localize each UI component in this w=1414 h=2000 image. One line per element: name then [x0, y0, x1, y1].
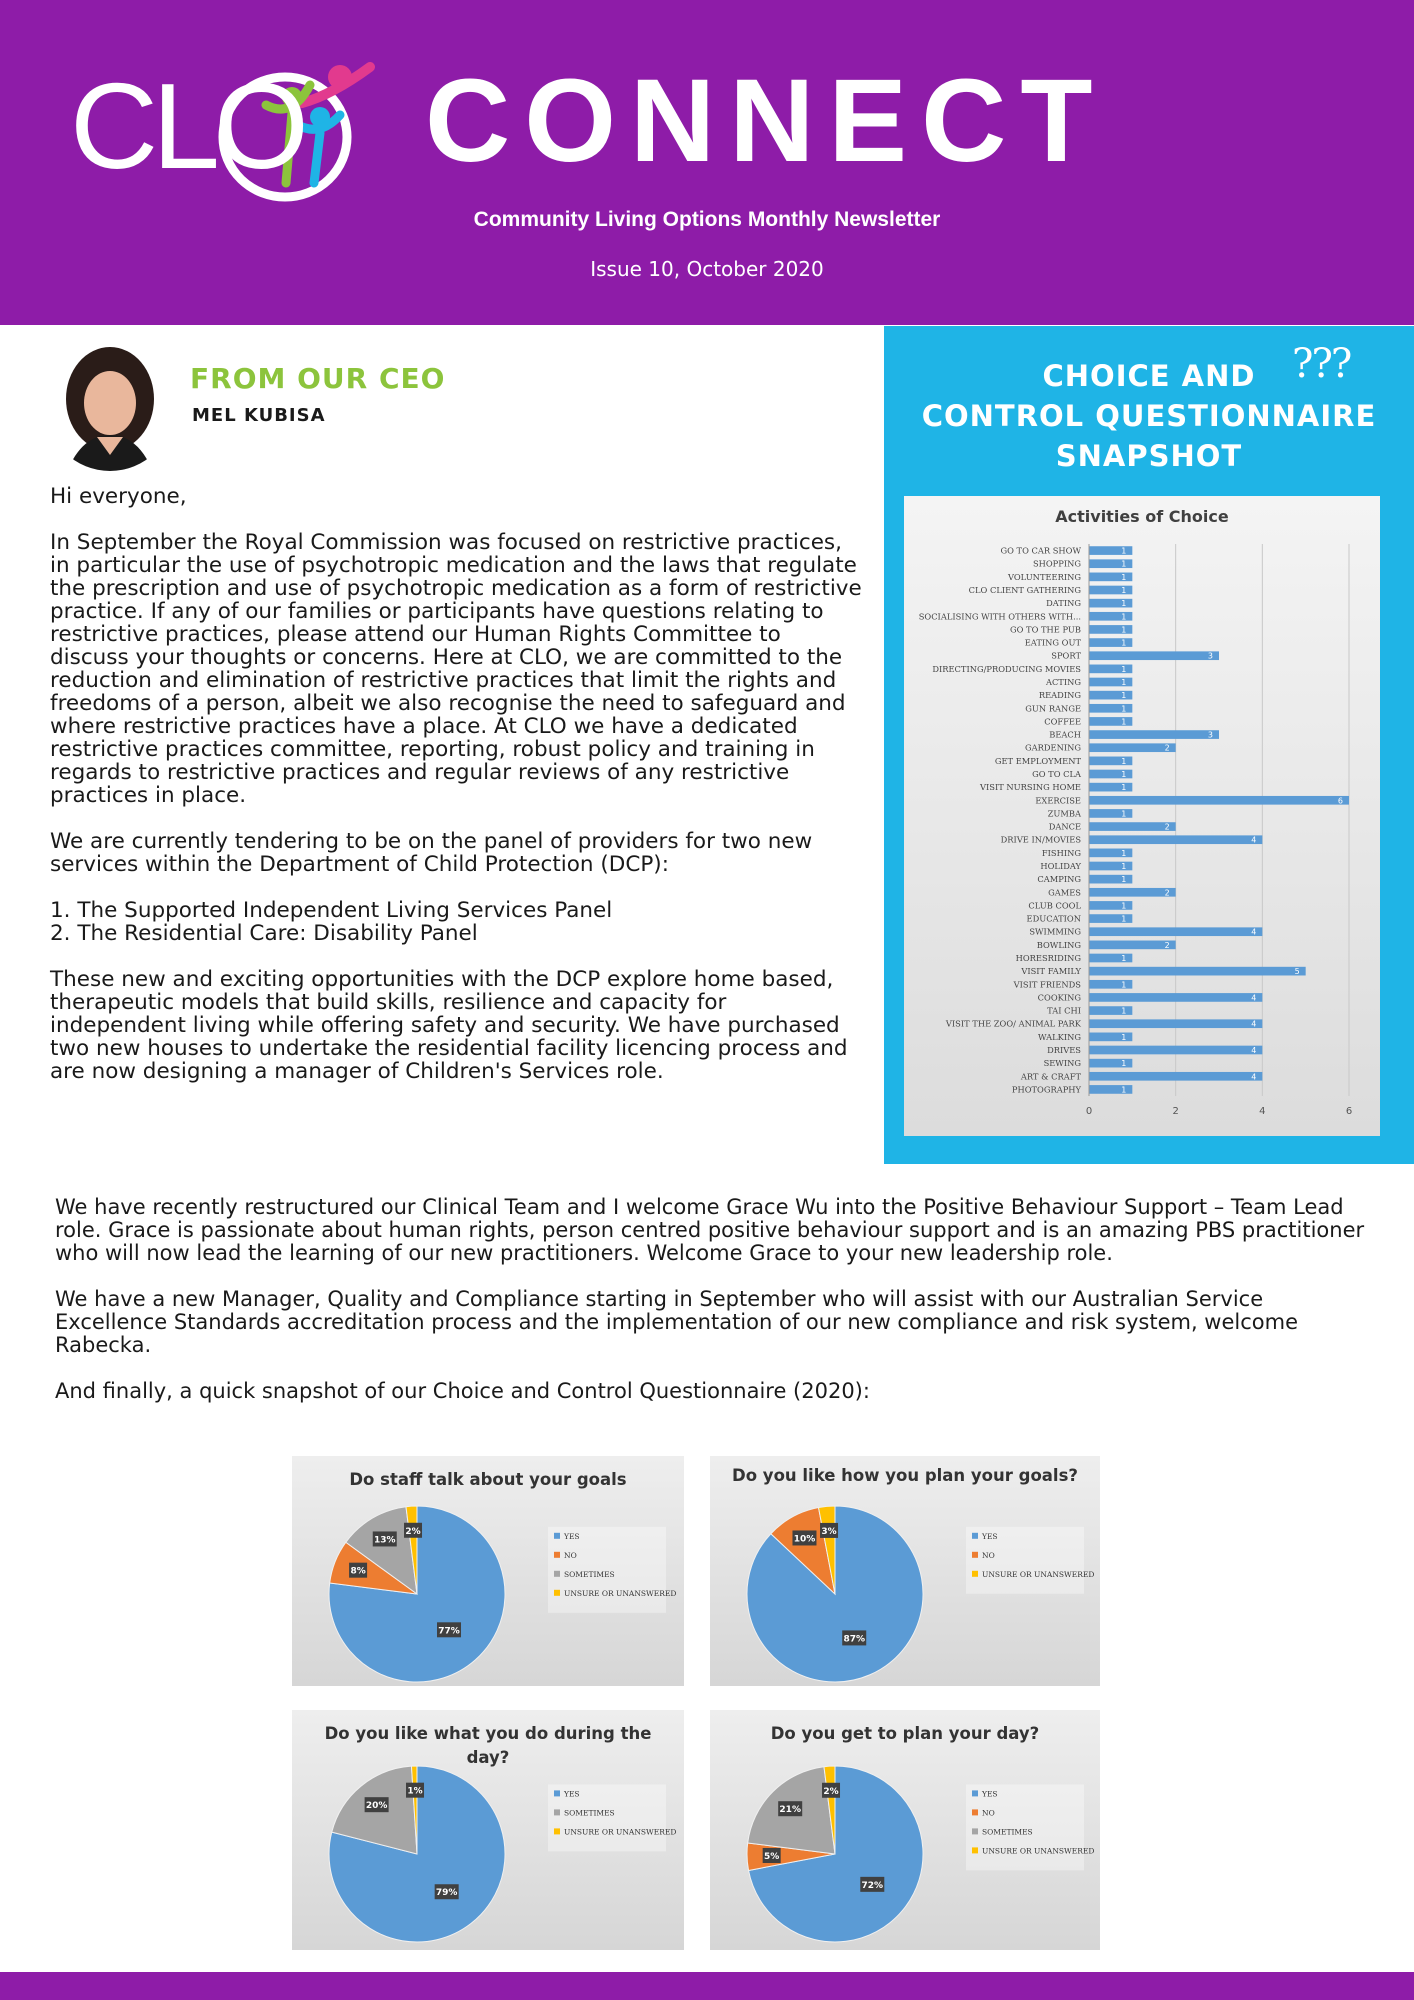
- data-label: 3%: [821, 1526, 837, 1537]
- category-label: SWIMMING: [1029, 926, 1081, 937]
- pie-title-line: day?: [466, 1748, 510, 1767]
- data-label: 1: [1121, 914, 1127, 924]
- category-label: GO TO CLA: [1032, 769, 1081, 779]
- ceo-name: MEL KUBISA: [192, 405, 326, 426]
- data-label: 1: [1121, 862, 1127, 871]
- pie-title: Do staff talk about your goals: [349, 1470, 627, 1489]
- x-tick-label: 6: [1345, 1106, 1353, 1117]
- pie-title: Do you get to plan your day?: [770, 1724, 1040, 1743]
- bar: [1089, 651, 1219, 660]
- newsletter-subtitle: Community Living Options Monthly Newsletter: [473, 208, 941, 231]
- issue-label: Issue 10, October 2020: [590, 257, 824, 281]
- category-label: SEWING: [1043, 1058, 1081, 1069]
- category-label: SOCIALISING WITH OTHERS WITH...: [918, 611, 1081, 622]
- legend-swatch: [554, 1790, 560, 1796]
- data-label: 1: [1121, 809, 1127, 819]
- pie-title-line: Do you like what you do during the: [324, 1724, 652, 1743]
- data-label: 8%: [350, 1566, 366, 1577]
- data-label: 1: [1121, 572, 1127, 582]
- activities-bar-chart: [904, 496, 1380, 1136]
- bar: [1089, 1046, 1262, 1055]
- data-label: 3: [1207, 730, 1213, 740]
- category-label: GET EMPLOYMENT: [994, 755, 1081, 766]
- data-label: 1: [1121, 875, 1127, 885]
- legend-label: NO: [564, 1550, 577, 1560]
- category-label: BEACH: [1049, 729, 1081, 740]
- questionnaire-sidebar: [884, 326, 1414, 1164]
- logo-text: CLO: [70, 58, 303, 194]
- data-label: 1: [1121, 770, 1127, 779]
- sidebar-title: [884, 356, 1414, 476]
- legend-label: UNSURE OR UNANSWERED: [982, 1569, 1095, 1579]
- footer-bar: [0, 1972, 1414, 2000]
- bar: [1089, 888, 1176, 897]
- data-label: 1: [1121, 625, 1127, 635]
- data-label: 1: [1121, 546, 1127, 556]
- data-label: 1: [1121, 664, 1127, 674]
- bar: [1089, 1019, 1262, 1028]
- data-label: 1: [1121, 954, 1127, 963]
- legend-swatch: [554, 1533, 560, 1539]
- data-label: 87%: [843, 1634, 865, 1645]
- category-label: CAMPING: [1037, 874, 1081, 885]
- legend-swatch: [972, 1809, 978, 1815]
- category-label: DIRECTING/PRODUCING MOVIES: [932, 663, 1081, 674]
- bar: [1089, 967, 1306, 976]
- clo-logo: [70, 55, 400, 205]
- category-label: DANCE: [1048, 821, 1081, 832]
- data-label: 1: [1121, 1085, 1127, 1095]
- x-tick-label: 2: [1172, 1106, 1179, 1117]
- letter-paragraph: And finally, a quick snapshot of our Choice and Control Questionnaire (2020):: [55, 1379, 870, 1403]
- bar: [1089, 822, 1176, 831]
- data-label: 1%: [407, 1786, 423, 1797]
- data-label: 4: [1251, 1046, 1257, 1055]
- bar: [1089, 993, 1262, 1002]
- x-tick-label: 4: [1259, 1106, 1266, 1117]
- bar: [1089, 835, 1262, 844]
- data-label: 1: [1121, 612, 1127, 622]
- pie-title: Do you like how you plan your goals?: [732, 1466, 1078, 1485]
- category-label: VISIT THE ZOO/ ANIMAL PARK: [945, 1018, 1081, 1029]
- data-label: 1: [1121, 901, 1127, 911]
- category-label: READING: [1038, 690, 1081, 701]
- pie-chart: [292, 1710, 684, 1950]
- category-label: CLUB COOL: [1028, 900, 1081, 911]
- legend-label: YES: [982, 1789, 998, 1799]
- category-label: GO TO CAR SHOW: [1000, 545, 1081, 556]
- letter-list-item: 2. The Residential Care: Disability Panel: [50, 921, 478, 946]
- data-label: 2: [1164, 822, 1170, 832]
- pie-chart: [292, 1456, 684, 1686]
- data-label: 21%: [779, 1805, 801, 1816]
- ceo-letter-full: [55, 1196, 1375, 1426]
- category-label: HOLIDAY: [1040, 861, 1081, 871]
- data-label: 2%: [823, 1786, 839, 1797]
- category-label: ART & CRAFT: [1020, 1071, 1081, 1082]
- ceo-heading: FROM OUR CEO: [190, 362, 446, 395]
- legend-swatch: [972, 1571, 978, 1577]
- legend-swatch: [554, 1809, 560, 1815]
- data-label: 1: [1121, 756, 1127, 766]
- pie-panel: [292, 1456, 684, 1686]
- data-label: 2%: [405, 1526, 421, 1537]
- data-label: 5: [1294, 967, 1300, 977]
- category-label: VOLUNTEERING: [1007, 571, 1081, 582]
- legend-label: UNSURE OR UNANSWERED: [982, 1846, 1095, 1856]
- legend-label: NO: [982, 1550, 995, 1560]
- bar: [1089, 730, 1219, 739]
- category-label: CLO CLIENT GATHERING: [968, 585, 1081, 595]
- activities-chart-panel: [904, 496, 1380, 1136]
- category-label: EDUCATION: [1026, 913, 1081, 924]
- pie-chart: [710, 1710, 1100, 1950]
- legend-swatch: [972, 1552, 978, 1558]
- legend-label: YES: [982, 1531, 998, 1541]
- data-label: 4: [1251, 1019, 1257, 1029]
- ceo-letter-left: [50, 485, 865, 1106]
- data-label: 13%: [373, 1535, 396, 1546]
- category-label: TAI CHI: [1047, 1005, 1081, 1016]
- bar: [1089, 796, 1349, 805]
- category-label: COFFEE: [1044, 716, 1081, 727]
- newsletter-title: CONNECT: [425, 55, 1107, 187]
- data-label: 1: [1121, 559, 1127, 569]
- legend-label: YES: [564, 1531, 580, 1541]
- category-label: GO TO THE PUB: [1009, 624, 1081, 635]
- data-label: 4: [1251, 993, 1257, 1003]
- category-label: DATING: [1046, 598, 1081, 609]
- legend-label: SOMETIMES: [982, 1827, 1033, 1837]
- category-label: VISIT FRIENDS: [1013, 979, 1081, 990]
- category-label: ZUMBA: [1047, 808, 1081, 819]
- sidebar-title-line: CONTROL QUESTIONNAIRE: [921, 399, 1377, 433]
- legend-swatch: [554, 1590, 560, 1596]
- category-label: HORESRIDING: [1015, 953, 1081, 963]
- bar: [1089, 743, 1176, 752]
- data-label: 1: [1121, 691, 1127, 701]
- bar: [1089, 1072, 1262, 1081]
- data-label: 1: [1121, 586, 1127, 595]
- category-label: BOWLING: [1036, 939, 1081, 950]
- data-label: 1: [1121, 704, 1127, 714]
- letter-paragraph: We are currently tendering to be on the panel of providers for two new services within the Department of Child Protection (DCP):: [50, 829, 813, 877]
- legend-label: UNSURE OR UNANSWERED: [564, 1827, 677, 1837]
- category-label: WALKING: [1038, 1031, 1081, 1042]
- legend-swatch: [972, 1533, 978, 1539]
- category-label: GAMES: [1048, 887, 1081, 898]
- category-label: COOKING: [1037, 992, 1081, 1003]
- legend-swatch: [972, 1847, 978, 1853]
- data-label: 2: [1164, 940, 1170, 950]
- sidebar-title-line: CHOICE AND: [1042, 359, 1256, 393]
- category-label: VISIT FAMILY: [1021, 966, 1081, 977]
- legend-swatch: [554, 1828, 560, 1834]
- category-label: SPORT: [1051, 650, 1081, 661]
- letter-paragraph: We have recently restructured our Clinical Team and I welcome Grace Wu into the Positive Behaviour Support – Team Lead role. Grace is passionate about human rights, person centred positive behaviour support and is an amazing PBS practitioner who will now lead the learning of our new practitioners. Welcome Grace to your new leadership role.: [55, 1195, 1365, 1265]
- legend-label: SOMETIMES: [564, 1569, 615, 1579]
- data-label: 72%: [861, 1880, 884, 1891]
- legend-label: NO: [982, 1808, 995, 1818]
- data-label: 1: [1121, 783, 1127, 793]
- legend-label: SOMETIMES: [564, 1808, 615, 1818]
- header-banner: [0, 0, 1414, 325]
- letter-list-item: 1. The Supported Independent Living Services Panel: [50, 898, 613, 923]
- pie-panel: [710, 1710, 1100, 1950]
- data-label: 1: [1121, 1059, 1127, 1069]
- legend-swatch: [554, 1552, 560, 1558]
- data-label: 20%: [365, 1801, 388, 1812]
- category-label: VISIT NURSING HOME: [980, 782, 1081, 793]
- pie-panel: [710, 1456, 1100, 1686]
- data-label: 10%: [793, 1534, 816, 1545]
- data-label: 1: [1121, 678, 1127, 687]
- pie-chart: [710, 1456, 1100, 1686]
- data-label: 2: [1164, 888, 1170, 898]
- category-label: GUN RANGE: [1025, 703, 1081, 714]
- category-label: PHOTOGRAPHY: [1011, 1084, 1081, 1095]
- data-label: 5%: [764, 1851, 780, 1862]
- category-label: EATING OUT: [1024, 637, 1081, 648]
- category-label: GARDENING: [1025, 742, 1081, 753]
- bar: [1089, 927, 1262, 936]
- legend-swatch: [972, 1790, 978, 1796]
- letter-greeting: Hi everyone,: [50, 484, 187, 509]
- data-label: 4: [1251, 1072, 1257, 1082]
- data-label: 1: [1121, 1032, 1127, 1042]
- letter-paragraph: We have a new Manager, Quality and Compliance starting in September who will assist with our Australian Service Excellence Standards accreditation process and the implementation of our new compliance and risk system, welcome Rabecka.: [55, 1287, 1298, 1357]
- data-label: 1: [1121, 1006, 1127, 1016]
- category-label: FISHING: [1041, 847, 1081, 858]
- data-label: 6: [1337, 796, 1343, 806]
- data-label: 1: [1121, 638, 1127, 648]
- data-label: 79%: [435, 1888, 458, 1899]
- bar: [1089, 941, 1176, 950]
- sidebar-title-line: SNAPSHOT: [1055, 439, 1243, 473]
- legend-swatch: [972, 1828, 978, 1834]
- data-label: 2: [1164, 743, 1170, 753]
- pie-panel: [292, 1710, 684, 1950]
- chart-title: Activities of Choice: [1055, 507, 1229, 526]
- data-label: 3: [1207, 651, 1213, 661]
- data-label: 1: [1121, 848, 1127, 858]
- legend-swatch: [554, 1571, 560, 1577]
- ceo-avatar: [45, 337, 175, 477]
- category-label: SHOPPING: [1032, 558, 1081, 569]
- category-label: DRIVE IN/MOVIES: [1000, 834, 1081, 845]
- data-label: 77%: [438, 1626, 460, 1637]
- data-label: 1: [1121, 980, 1127, 990]
- data-label: 4: [1251, 927, 1257, 937]
- data-label: 1: [1121, 599, 1127, 609]
- letter-paragraph: In September the Royal Commission was focused on restrictive practices, in particular the use of psychotropic medication and the laws that regulate the prescription and use of psychotropic medication as a form of restrictive practice. If any of our families or participants have questions relating to restrictive practices, please attend our Human Rights Committee to discuss your thoughts or concerns. Here at CLO, we are committed to the reduction and elimination of restrictive practices that limit the rights and freedoms of a person, albeit we also recognise the need to safeguard and where restrictive practices have a place. At CLO we have a dedicated restrictive practices committee, reporting, robust policy and training in regards to restrictive practices and regular reviews of any restrictive practices in place.: [50, 530, 862, 808]
- data-label: 4: [1251, 835, 1257, 845]
- question-marks-icon: ???: [1292, 341, 1351, 387]
- x-tick-label: 0: [1085, 1106, 1093, 1117]
- letter-paragraph: These new and exciting opportunities with the DCP explore home based, therapeutic models that build skills, resilience and capacity for independent living while offering safety and security. We have purchased two new houses to undertake the residential facility licencing process and are now designing a manager of Children's Services role.: [50, 967, 848, 1084]
- category-label: EXERCISE: [1035, 795, 1081, 806]
- data-label: 1: [1121, 717, 1127, 727]
- legend-label: YES: [564, 1789, 580, 1799]
- category-label: DRIVES: [1047, 1045, 1081, 1055]
- category-label: ACTING: [1045, 677, 1081, 687]
- legend-label: UNSURE OR UNANSWERED: [564, 1588, 677, 1598]
